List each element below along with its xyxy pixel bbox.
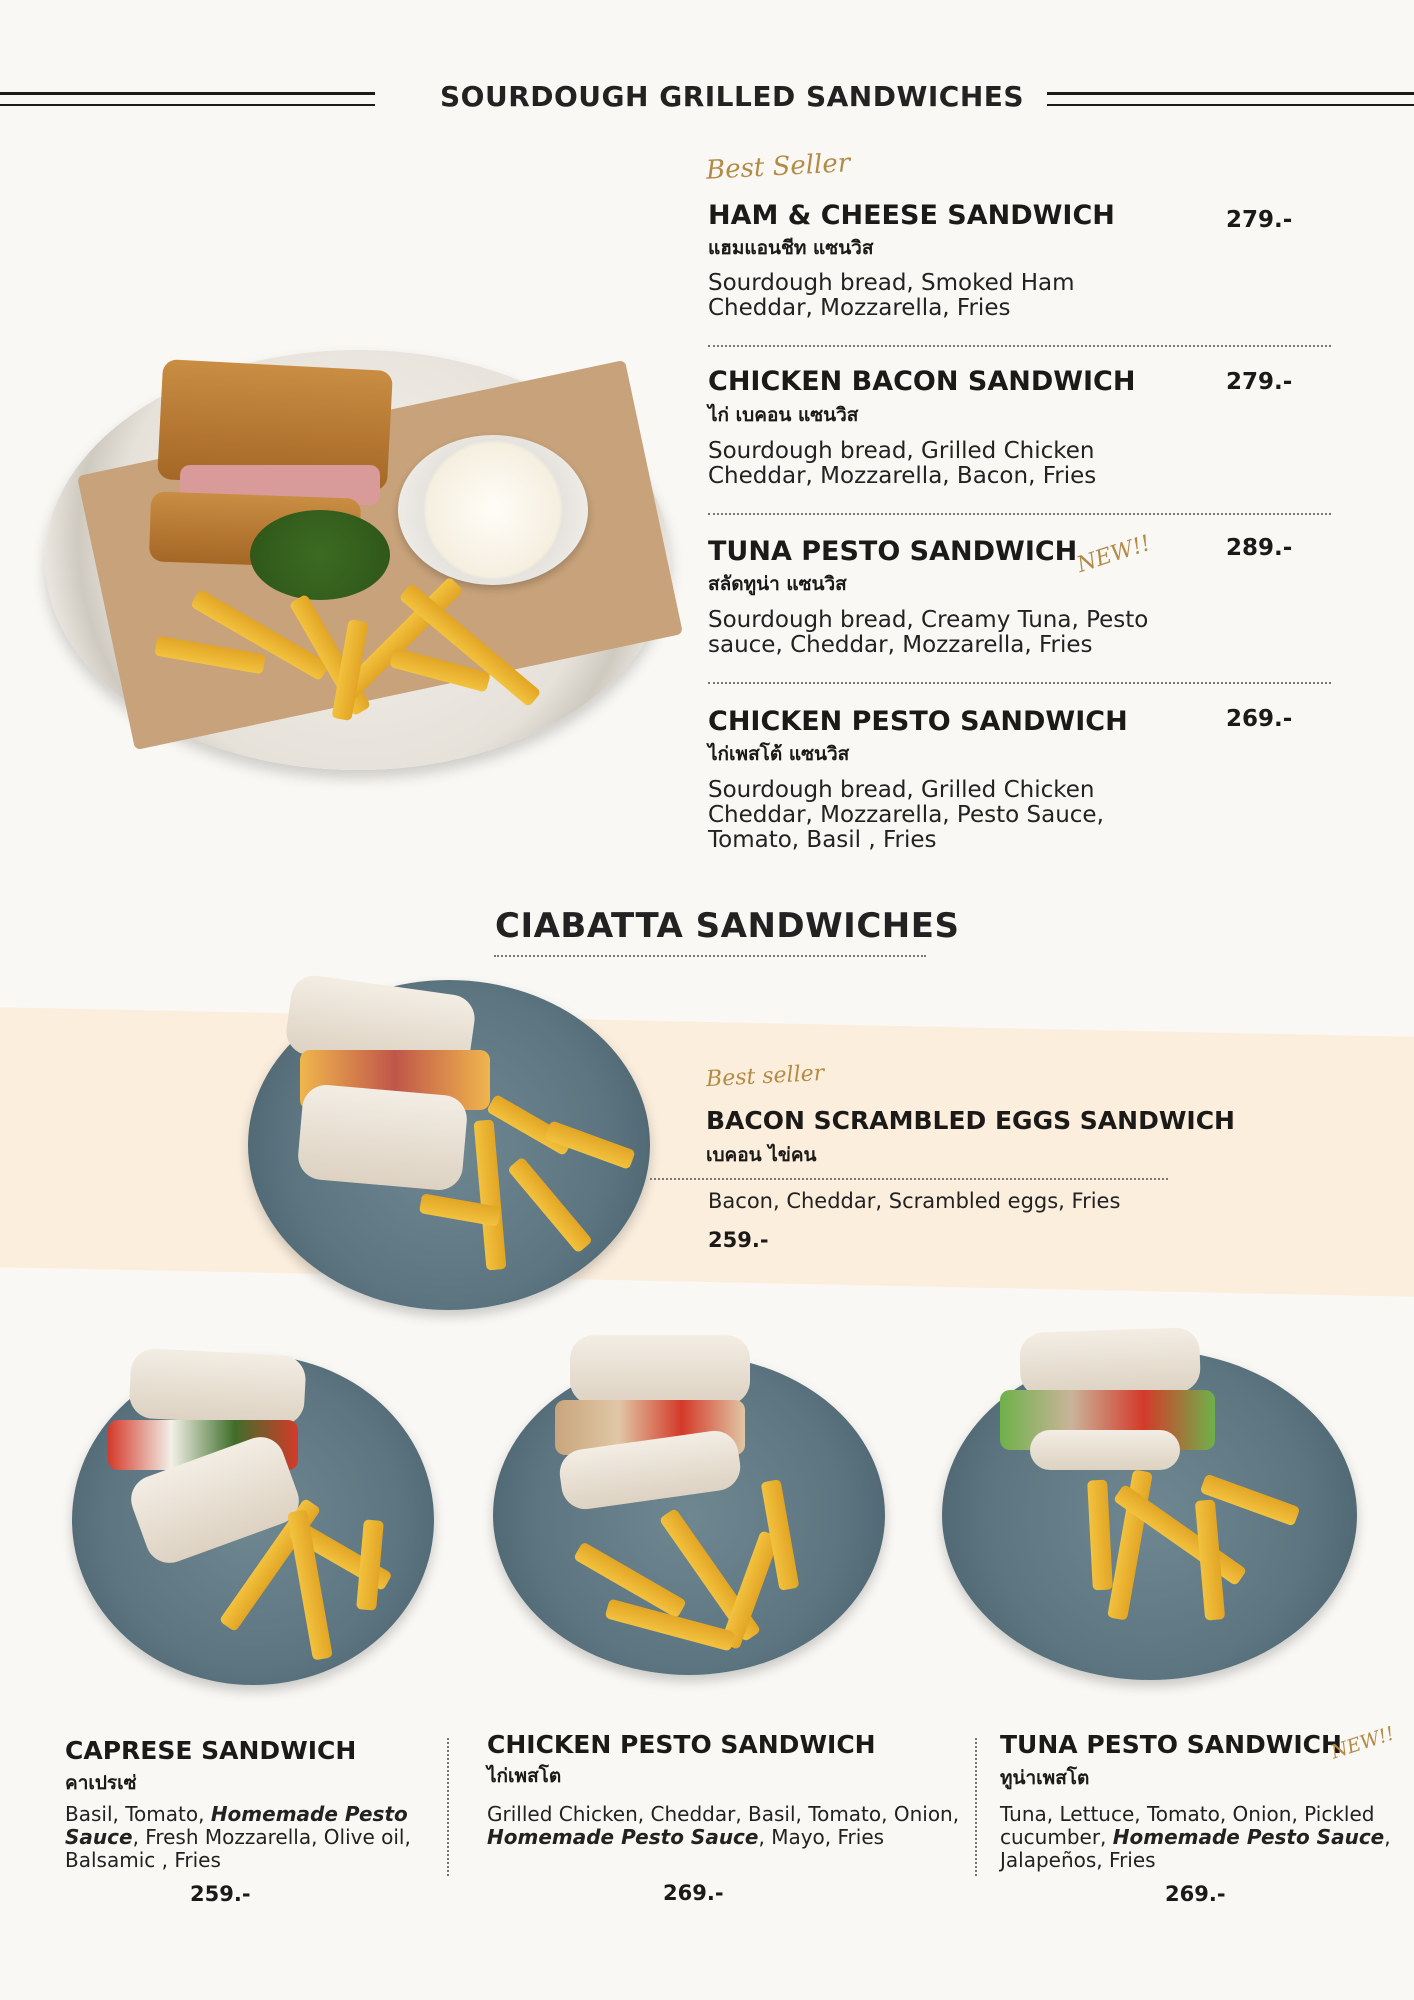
featured-item-name: BACON SCRAMBLED EGGS SANDWICH — [706, 1106, 1235, 1135]
header-rule-right-bottom — [1047, 104, 1414, 106]
best-seller-badge: Best Seller — [705, 148, 851, 186]
tuna-pesto-item-name: TUNA PESTO SANDWICH — [1000, 1730, 1342, 1759]
item-divider — [708, 345, 1331, 347]
ciabatta-title-underline — [494, 955, 926, 957]
item-description: Sourdough bread, Smoked Ham Cheddar, Mozzarella, Fries — [708, 270, 1075, 321]
item-thai-name: ไก่ เบคอน แซนวิส — [708, 404, 859, 426]
item-divider — [708, 682, 1331, 684]
featured-divider — [650, 1178, 1168, 1180]
item-description: Sourdough bread, Grilled Chicken Cheddar, Mozzarella, Pesto Sauce, Tomato, Basil , Fries — [708, 777, 1104, 853]
chicken-pesto-item-name: CHICKEN PESTO SANDWICH — [487, 1730, 876, 1759]
caprese-item-name: CAPRESE SANDWICH — [65, 1736, 357, 1765]
tuna-pesto-item-thai-name: ทูน่าเพสโต — [1000, 1767, 1090, 1789]
caprese-item-description: Basil, Tomato, Homemade Pesto Sauce, Fresh Mozzarella, Olive oil, Balsamic , Fries — [65, 1802, 411, 1872]
featured-item-thai-name: เบคอน ไข่คน — [706, 1144, 817, 1166]
column-divider-right — [975, 1738, 977, 1876]
tuna-pesto-item-price: 269.- — [1165, 1882, 1226, 1906]
tuna-pesto-item-description: Tuna, Lettuce, Tomato, Onion, Pickled cucumber, Homemade Pesto Sauce, Jalapeños, Fries — [1000, 1802, 1391, 1872]
item-price: 279.- — [1226, 369, 1293, 395]
item-name: TUNA PESTO SANDWICH — [708, 536, 1078, 567]
tuna-new-badge: NEW!! — [1328, 1722, 1398, 1764]
caprese-item-thai-name: คาเปรเซ่ — [65, 1772, 137, 1794]
item-price: 289.- — [1226, 535, 1293, 561]
item-name: CHICKEN PESTO SANDWICH — [708, 706, 1128, 737]
ciabatta-section-title: CIABATTA SANDWICHES — [495, 906, 960, 946]
sourdough-section-title: SOURDOUGH GRILLED SANDWICHES — [440, 80, 1025, 113]
featured-item-price: 259.- — [708, 1228, 769, 1252]
chicken-pesto-item-thai-name: ไก่เพสโต — [487, 1765, 562, 1787]
item-thai-name: แฮมแอนชีท แซนวิส — [708, 237, 874, 259]
item-name: CHICKEN BACON SANDWICH — [708, 366, 1136, 397]
featured-best-seller-badge: Best seller — [705, 1060, 825, 1093]
item-price: 269.- — [1226, 706, 1293, 732]
item-price: 279.- — [1226, 207, 1293, 233]
chicken-pesto-item-description: Grilled Chicken, Cheddar, Basil, Tomato, Onion, Homemade Pesto Sauce, Mayo, Fries — [487, 1802, 960, 1849]
header-rule-left-bottom — [0, 104, 375, 106]
item-thai-name: สลัดทูน่า แซนวิส — [708, 573, 847, 595]
featured-item-description: Bacon, Cheddar, Scrambled eggs, Fries — [708, 1189, 1121, 1213]
caprese-item-price: 259.- — [190, 1882, 251, 1906]
header-rule-left-top — [0, 92, 375, 95]
item-name: HAM & CHEESE SANDWICH — [708, 200, 1115, 231]
chicken-pesto-item-price: 269.- — [663, 1881, 724, 1905]
column-divider-left — [447, 1738, 449, 1876]
new-badge: NEW!! — [1073, 530, 1154, 579]
item-description: Sourdough bread, Grilled Chicken Cheddar, Mozzarella, Bacon, Fries — [708, 438, 1097, 489]
item-description: Sourdough bread, Creamy Tuna, Pesto sauce, Cheddar, Mozzarella, Fries — [708, 607, 1149, 658]
item-divider — [708, 513, 1331, 515]
header-rule-right-top — [1047, 92, 1414, 95]
item-thai-name: ไก่เพสโต้ แซนวิส — [708, 743, 850, 765]
